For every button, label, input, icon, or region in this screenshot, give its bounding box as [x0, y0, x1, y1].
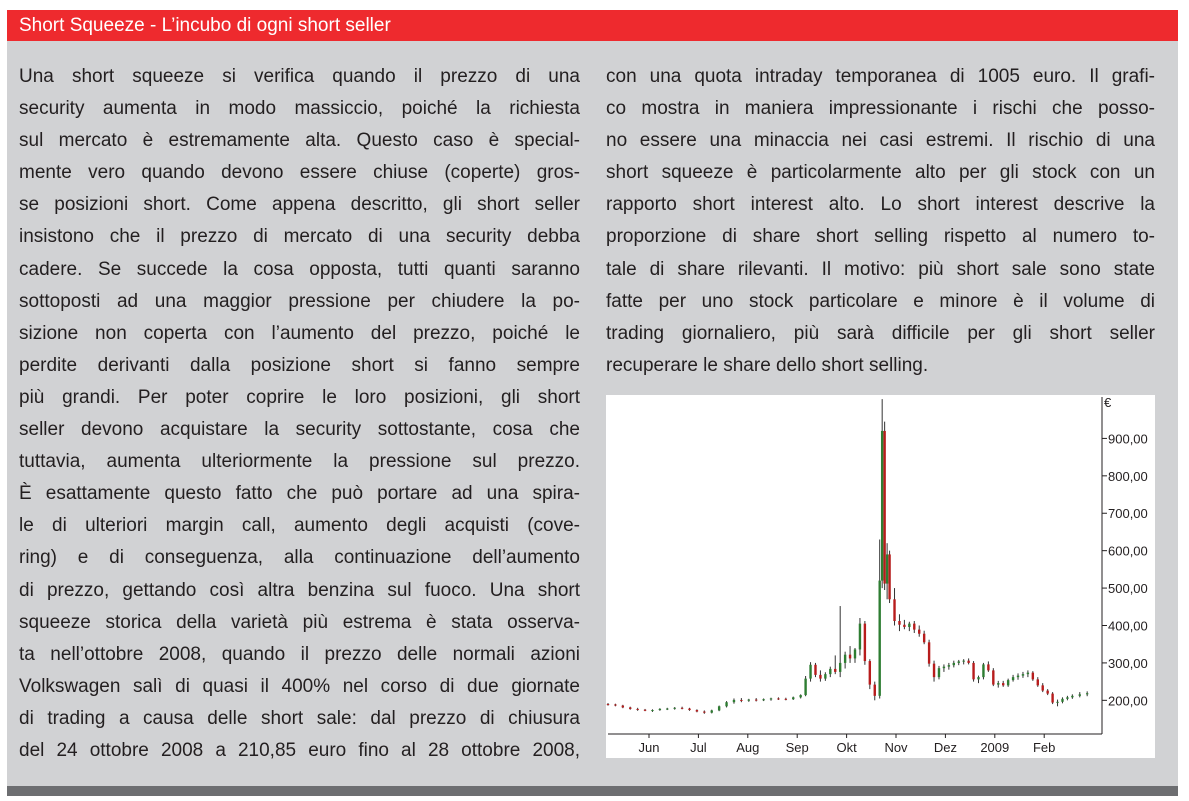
right-column-line: tale di share rilevanti. Il motivo: più short sale sono state	[606, 258, 1155, 280]
candle-body	[1071, 696, 1073, 697]
x-tick-label: Aug	[736, 740, 760, 755]
left-column-line: seller devono acquistare la security sottostante, cosa che	[19, 419, 580, 441]
candle-body	[814, 665, 816, 675]
right-column-line: fatte per uno stock particolare e minore è il volume di	[606, 290, 1155, 312]
candle-body	[903, 625, 905, 627]
left-column-line: mente vero quando devono essere chiuse (coperte) gros-	[19, 162, 580, 184]
y-unit-label: €	[1104, 395, 1112, 410]
candle-body	[874, 685, 876, 696]
candle-body	[1017, 676, 1019, 677]
right-column-line: recuperare le share dello short selling.	[606, 354, 929, 376]
candle-body	[804, 679, 806, 695]
bottom-rule	[7, 786, 1178, 796]
candle-body	[962, 661, 964, 662]
y-tick-label: 300,00	[1108, 655, 1148, 671]
left-column-line: del 24 ottobre 2008 a 210,85 euro fino al 28 ottobre 2008,	[19, 739, 580, 761]
left-column-line: sottoposti ad una maggior pressione per chiudere la po-	[19, 290, 580, 312]
x-tick-label: Feb	[1032, 740, 1056, 755]
candle-body	[923, 634, 925, 643]
x-tick-label: Sep	[785, 740, 809, 755]
left-column-line: di prezzo, gettando così altra benzina sul fuoco. Una short	[19, 579, 580, 601]
candle-body	[844, 655, 846, 663]
candle-body	[987, 664, 989, 670]
candle-body	[898, 621, 900, 625]
candle-body	[673, 708, 675, 709]
candle-body	[1066, 697, 1068, 698]
candle-body	[614, 704, 616, 705]
candle-body	[740, 700, 742, 701]
candle-body	[733, 700, 735, 702]
candle-body	[1056, 702, 1058, 703]
price-chart-svg	[606, 395, 1155, 758]
candle-body	[1027, 673, 1029, 674]
price-chart	[606, 395, 1155, 758]
candle-body	[972, 663, 974, 679]
y-tick-label: 200,00	[1108, 693, 1148, 709]
candle-body	[918, 630, 920, 634]
candle-body	[659, 709, 661, 710]
candle-body	[748, 700, 750, 701]
candle-body	[997, 683, 999, 684]
left-column-line: di trading a causa delle short sale: dal prezzo di chiusura	[19, 707, 580, 729]
left-column-line: Volkswagen salì di quasi il 400% nel corso di due giornate	[19, 675, 580, 697]
left-column-line: più grandi. Per poter coprire le loro posizioni, gli short	[19, 386, 580, 408]
right-column-line: rapporto short interest alto. Lo short interest descrive la	[606, 194, 1155, 216]
candle-body	[834, 669, 836, 672]
x-tick-label: Dez	[933, 740, 957, 755]
y-tick-label: 400,00	[1108, 618, 1148, 634]
candle-body	[711, 710, 713, 712]
left-column-line: se posizioni short. Come appena descritto, gli short seller	[19, 194, 580, 216]
left-column-line: cadere. Se succede la cosa opposta, tutti quanti saranno	[19, 258, 580, 280]
candle-body	[1086, 693, 1088, 694]
x-tick-label: Nov	[884, 740, 908, 755]
candle-body	[849, 655, 851, 659]
candle-body	[886, 554, 888, 583]
y-tick-label: 700,00	[1108, 506, 1148, 522]
candle-body	[1037, 679, 1039, 685]
left-column-line: sizione non coperta con l’aumento del prezzo, poiché le	[19, 322, 580, 344]
candle-body	[1032, 673, 1034, 680]
candle-body	[651, 710, 653, 711]
left-column-line: le di ulteriori margin call, aumento degli acquisti (cove-	[19, 515, 580, 537]
right-column-line: short squeeze è particolarmente alto per gli stock con un	[606, 162, 1155, 184]
candle-body	[622, 706, 624, 708]
candle-body	[636, 709, 638, 710]
candle-body	[908, 624, 910, 627]
candle-body	[893, 599, 895, 621]
candle-body	[928, 642, 930, 663]
candle-body	[762, 699, 764, 700]
candle-body	[770, 698, 772, 699]
candle-body	[824, 674, 826, 678]
x-tick-label: Jul	[690, 740, 707, 755]
candle-body	[829, 669, 831, 674]
left-column-line: tuttavia, aumenta ulteriormente la pressione sul prezzo.	[19, 451, 580, 473]
candle-body	[839, 663, 841, 672]
left-column-line: ring) e di conseguenza, alla continuazione dell’aumento	[19, 547, 580, 569]
section-title: Short Squeeze - L’incubo di ogni short seller	[7, 10, 1178, 41]
right-column-line: co mostra in maniera impressionante i rischi che posso-	[606, 98, 1155, 120]
candle-body	[953, 663, 955, 665]
candle-body	[819, 675, 821, 679]
right-text-column	[606, 61, 1155, 382]
candle-body	[948, 665, 950, 666]
right-column-line: proporzione di share short selling rispetto al numero to-	[606, 226, 1155, 248]
candle-body	[1046, 691, 1048, 694]
candle-body	[967, 661, 969, 663]
candle-body	[864, 624, 866, 661]
candle-body	[696, 710, 698, 711]
candle-body	[879, 581, 881, 696]
candle-body	[644, 710, 646, 711]
candle-body	[943, 667, 945, 668]
candle-body	[977, 677, 979, 679]
left-column-line: Una short squeeze si verifica quando il prezzo di una	[19, 66, 580, 87]
candle-body	[888, 554, 890, 599]
left-text-column	[19, 61, 580, 767]
x-tick-label: Jun	[638, 740, 660, 755]
candle-body	[1007, 680, 1009, 685]
left-column-line: squeeze storica della varietà più estrema è stata osserva-	[19, 611, 580, 633]
candle-body	[703, 712, 705, 713]
candle-body	[1079, 694, 1081, 695]
y-tick-label: 600,00	[1108, 543, 1148, 559]
candle-body	[799, 695, 801, 697]
candle-body	[933, 664, 935, 677]
candle-body	[777, 698, 779, 699]
candle-body	[881, 431, 883, 581]
candle-body	[755, 700, 757, 701]
candle-body	[792, 697, 794, 699]
candle-body	[1022, 674, 1024, 675]
candle-body	[958, 661, 960, 662]
candle-body	[992, 670, 994, 684]
left-column-line: È esattamente questo fatto che può portare ad una spira-	[19, 483, 580, 505]
right-column-line: no essere una minaccia nei casi estremi. Il rischio di una	[606, 130, 1155, 152]
candle-body	[938, 668, 940, 677]
candle-body	[1042, 685, 1044, 690]
y-tick-label: 500,00	[1108, 581, 1148, 597]
candle-body	[629, 707, 631, 708]
candle-body	[854, 649, 856, 658]
candle-body	[1051, 694, 1053, 703]
candle-body	[859, 624, 861, 650]
left-column-line: ta nell’ottobre 2008, quando il prezzo delle normali azioni	[19, 643, 580, 665]
candle-body	[869, 661, 871, 685]
candle-body	[883, 431, 885, 584]
left-column-line: security aumenta in modo massiccio, poiché la richiesta	[19, 98, 580, 120]
candle-body	[982, 664, 984, 677]
x-tick-label: 2009	[980, 740, 1010, 755]
candle-body	[725, 702, 727, 706]
y-tick-label: 900,00	[1108, 431, 1148, 447]
candle-body	[785, 699, 787, 700]
candle-body	[666, 709, 668, 710]
candle-body	[681, 708, 683, 709]
candle-body	[913, 624, 915, 630]
left-column-line: perdite derivanti dalla posizione short si fanno sempre	[19, 354, 580, 376]
candle-body	[1012, 677, 1014, 680]
candle-body	[809, 665, 811, 679]
x-tick-label: Okt	[836, 740, 857, 755]
left-column-line: sul mercato è estremamente alta. Questo caso è special-	[19, 130, 580, 152]
candle-body	[688, 709, 690, 710]
candle-body	[1061, 699, 1063, 702]
left-column-line: insistono che il prezzo di mercato di una security debba	[19, 226, 580, 248]
candle-body	[718, 706, 720, 710]
right-column-line: trading giornaliero, più sarà difficile per gli short seller	[606, 322, 1155, 344]
y-tick-label: 800,00	[1108, 468, 1148, 484]
candle-body	[607, 704, 609, 705]
candle-body	[1002, 683, 1004, 685]
right-column-line: con una quota intraday temporanea di 1005 euro. Il grafi-	[606, 66, 1155, 87]
